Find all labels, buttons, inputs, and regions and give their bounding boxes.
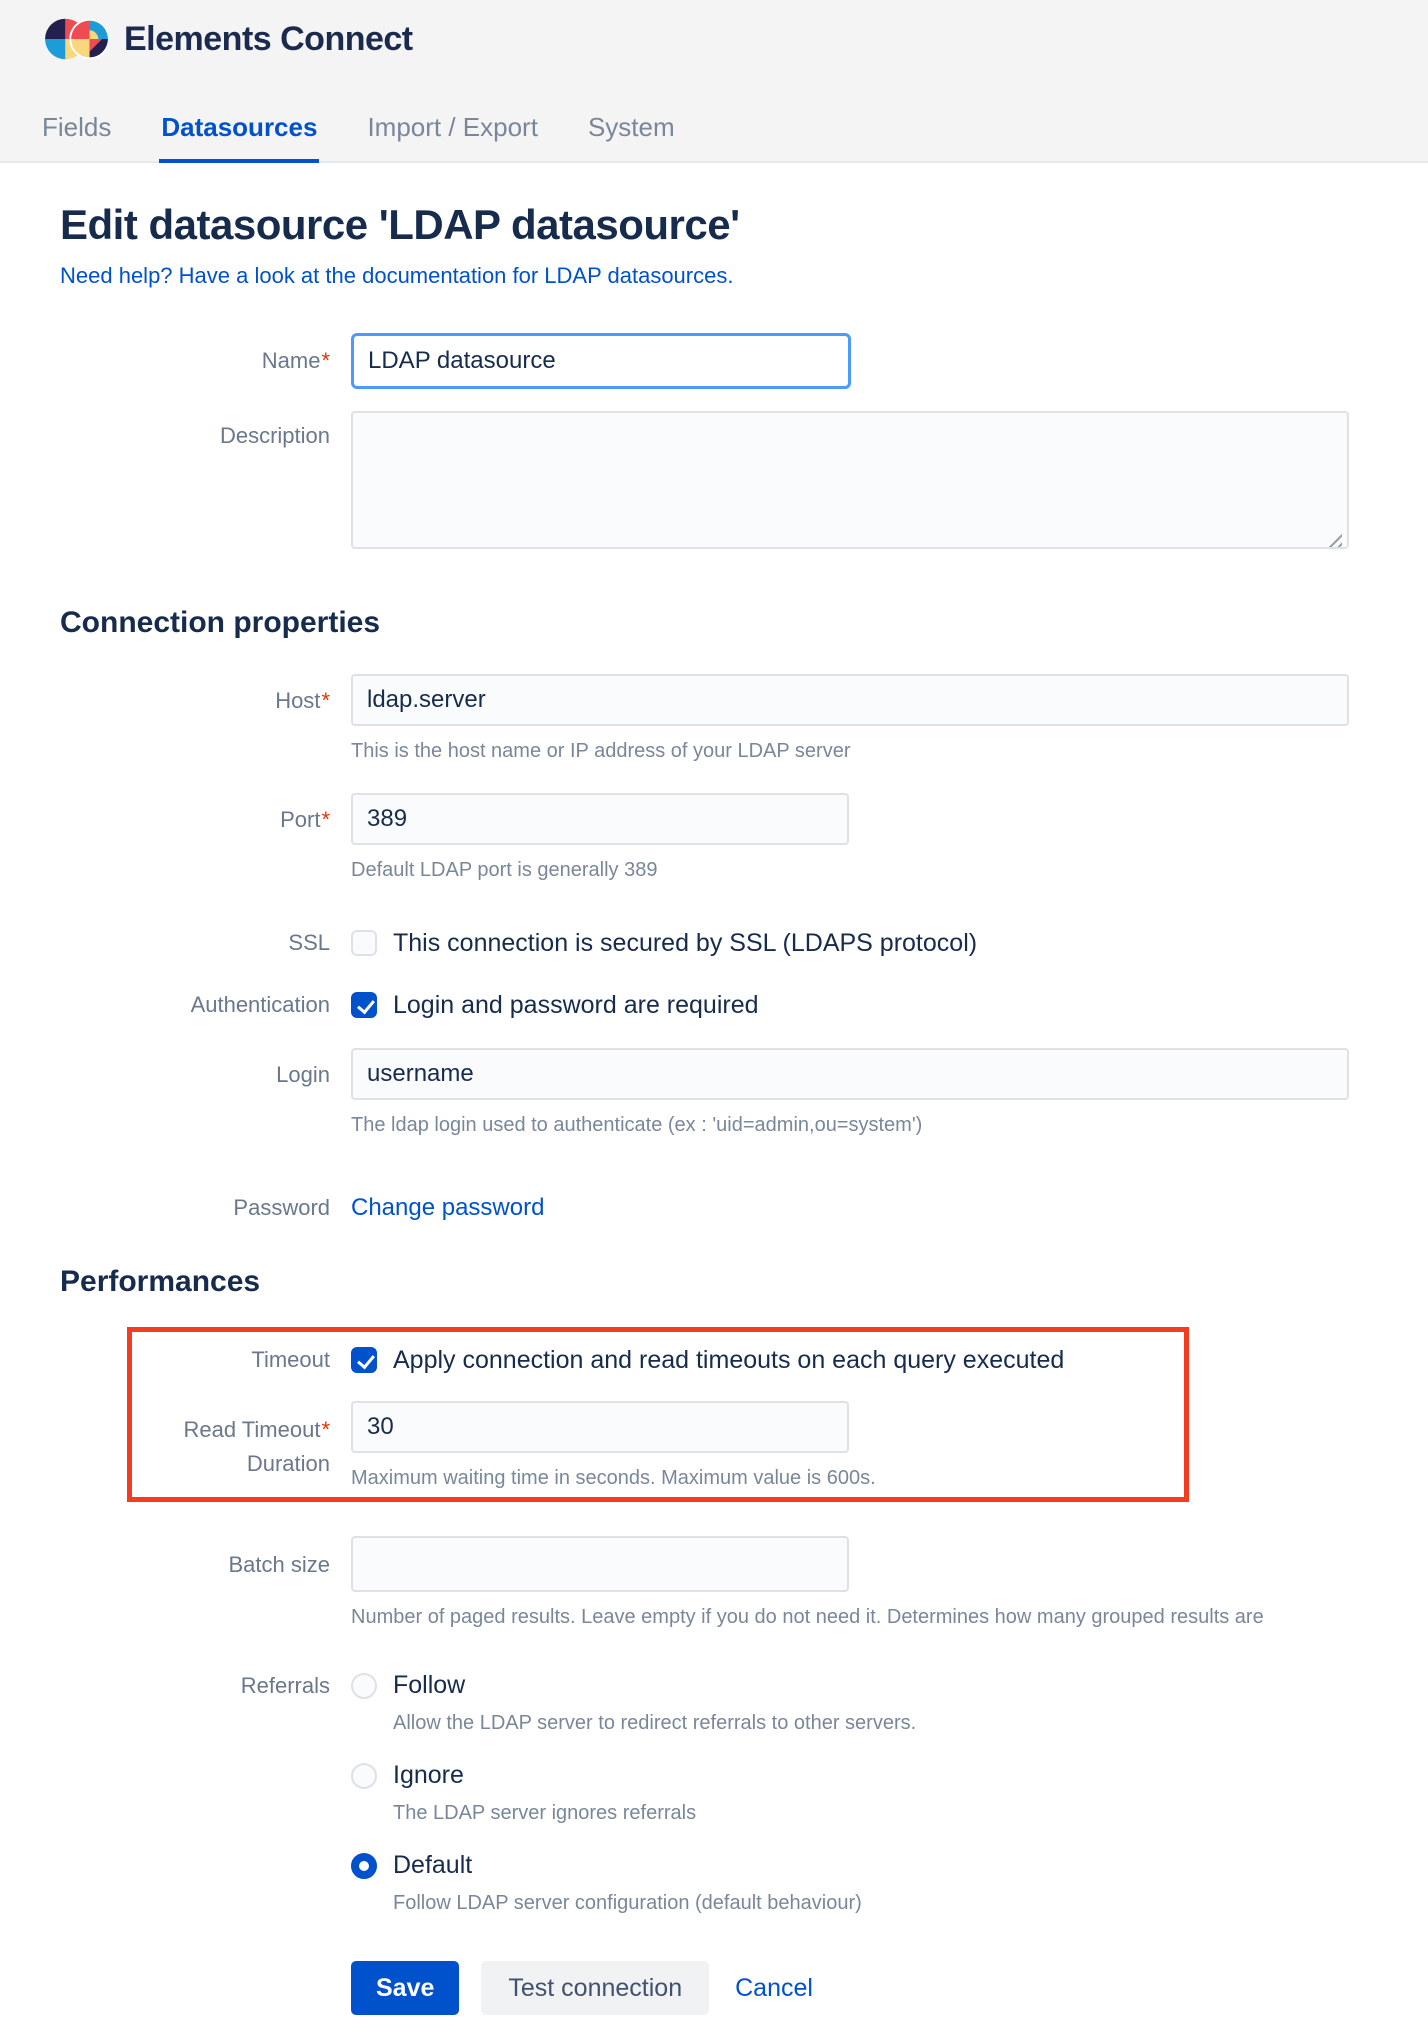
required-marker: * (321, 348, 330, 373)
authentication-checkbox-label: Login and password are required (393, 990, 759, 1019)
required-marker: * (321, 1417, 330, 1442)
name-input[interactable] (351, 333, 851, 389)
password-row (0, 1193, 1428, 1223)
name-row (0, 333, 1428, 389)
required-marker: * (321, 688, 330, 713)
read-timeout-label: Read Timeout* Duration (183, 1417, 330, 1476)
host-label: Host* (275, 688, 330, 713)
host-help-text: This is the host name or IP address of your LDAP server (351, 740, 851, 762)
referral-radio-default[interactable] (351, 1853, 377, 1879)
description-textarea[interactable] (351, 411, 1349, 549)
referral-default-help-text: Follow LDAP server configuration (default behaviour) (393, 1892, 862, 1914)
login-label: Login (276, 1062, 330, 1087)
batch-size-row (0, 1536, 1428, 1629)
timeout-checkbox-label: Apply connection and read timeouts on each query executed (393, 1345, 1065, 1374)
datasource-form (0, 333, 1428, 2015)
login-help-text: The ldap login used to authenticate (ex : 'uid=admin,ou=system') (351, 1114, 923, 1136)
batch-size-label: Batch size (228, 1552, 330, 1577)
save-button[interactable]: Save (351, 1961, 459, 2015)
timeout-label: Timeout (251, 1347, 330, 1372)
read-timeout-input[interactable] (351, 1401, 849, 1453)
section-connection-properties: Connection properties (60, 606, 381, 639)
timeout-highlight-box (0, 1345, 1428, 1490)
brand (44, 10, 413, 68)
authentication-label: Authentication (190, 992, 330, 1017)
referral-option-label: Default (393, 1851, 473, 1879)
read-timeout-row (0, 1401, 1428, 1490)
page-title: Edit datasource 'LDAP datasource' (60, 201, 740, 248)
name-label: Name* (261, 348, 330, 373)
nav-item-import-export[interactable]: Import / Export (367, 112, 538, 142)
referral-option-label: Follow (393, 1671, 466, 1699)
referral-option-default (351, 1851, 916, 1880)
host-input[interactable] (351, 674, 1349, 726)
login-row (0, 1048, 1428, 1137)
read-timeout-help-text: Maximum waiting time in seconds. Maximum value is 600s. (351, 1467, 876, 1489)
authentication-row (0, 990, 1428, 1020)
referral-radio-follow[interactable] (351, 1673, 377, 1699)
port-row (0, 793, 1428, 882)
ssl-checkbox-label: This connection is secured by SSL (LDAPS protocol) (393, 928, 978, 957)
cancel-link[interactable]: Cancel (735, 1973, 813, 2002)
referral-option-follow (351, 1671, 916, 1700)
referral-radio-ignore[interactable] (351, 1763, 377, 1789)
referral-ignore-help-text: The LDAP server ignores referrals (393, 1802, 697, 1824)
referral-option-label: Ignore (393, 1761, 464, 1789)
main-nav (40, 112, 677, 163)
description-row (0, 411, 1428, 554)
password-label: Password (233, 1195, 330, 1220)
referral-follow-help-text: Allow the LDAP server to redirect referrals to other servers. (393, 1712, 917, 1734)
nav-item-system[interactable]: System (587, 112, 675, 142)
test-connection-button[interactable]: Test connection (481, 1961, 709, 2015)
ssl-label: SSL (288, 930, 330, 955)
timeout-row (0, 1345, 1428, 1375)
form-actions (351, 1961, 1428, 2015)
nav-item-datasources[interactable]: Datasources (159, 112, 319, 163)
documentation-link[interactable]: Need help? Have a look at the documentation for LDAP datasources. (60, 263, 734, 288)
authentication-checkbox[interactable] (351, 992, 377, 1018)
section-performances: Performances (60, 1265, 261, 1298)
batch-size-help-text: Number of paged results. Leave empty if you do not need it. Determines how many grouped results are (351, 1606, 1264, 1628)
port-label: Port* (280, 807, 330, 832)
nav-item-fields[interactable]: Fields (42, 112, 112, 142)
ssl-checkbox[interactable] (351, 930, 377, 956)
ssl-row (0, 928, 1428, 958)
app-title: Elements Connect (124, 19, 413, 58)
port-input[interactable] (351, 793, 849, 845)
batch-size-input[interactable] (351, 1536, 849, 1592)
referral-option-ignore (351, 1761, 916, 1790)
login-input[interactable] (351, 1048, 1349, 1100)
app-header (0, 0, 1428, 163)
required-marker: * (321, 807, 330, 832)
change-password-link[interactable]: Change password (351, 1194, 545, 1221)
referrals-label: Referrals (240, 1673, 330, 1698)
content (0, 201, 1428, 2015)
host-row (0, 674, 1428, 763)
referrals-row (0, 1671, 1428, 1915)
timeout-checkbox[interactable] (351, 1347, 377, 1373)
elements-connect-logo-icon (44, 10, 108, 68)
description-label: Description (219, 423, 330, 448)
port-help-text: Default LDAP port is generally 389 (351, 859, 658, 881)
